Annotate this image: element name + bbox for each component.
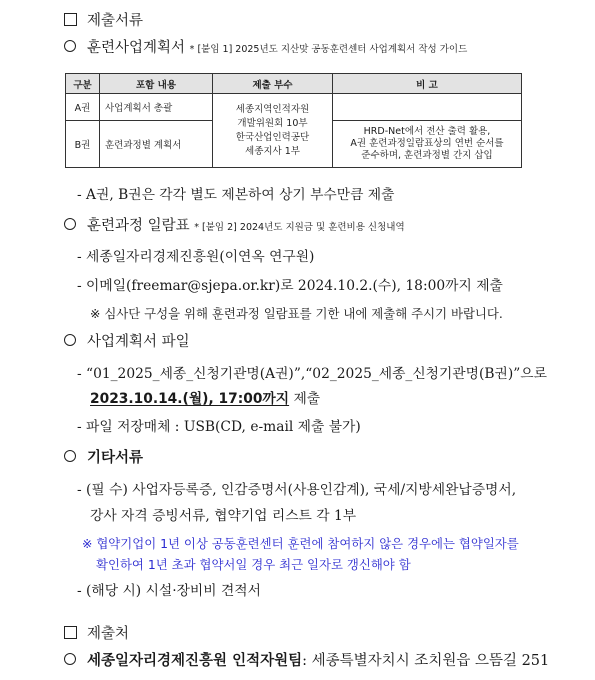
circle-bullet-icon (64, 40, 76, 52)
deadline-line: 2023.10.14.(월), 17:00까지 제출 (90, 391, 321, 407)
dash-item: - “01_2025_세종_신청기관명(A권)”,“02_2025_세종_신청기관명(B권)”으로 (77, 366, 547, 382)
dash-item: - 세종일자리경제진흥원(이연옥 연구원) (77, 249, 315, 265)
col-header: 비 고 (333, 74, 522, 94)
copies-cell: 세종지역인적자원 개발위원회 10부 한국산업인력공단 세종지사 1부 (213, 94, 333, 168)
circle-bullet-icon (64, 450, 76, 462)
submission-table (65, 73, 522, 168)
dash-item: - (해당 시) 시설·장비비 견적서 (77, 583, 261, 599)
checkbox-square-icon (64, 13, 77, 26)
dash-item: - (필 수) 사업자등록증, 인감증명서(사용인감계), 국세/지방세완납증명서, (77, 482, 517, 498)
circle-bullet-icon (64, 218, 76, 230)
table-cell: B권 (66, 121, 100, 168)
item-other-docs: 기타서류 (64, 450, 143, 466)
circle-bullet-icon (64, 653, 76, 665)
destination-line (64, 653, 549, 669)
notice-text: ※ 심사단 구성을 위해 훈련과정 일람표를 기한 내에 제출해 주시기 바랍니다. (90, 306, 503, 321)
item-plan-file: 사업계획서 파일 (64, 334, 190, 350)
col-header: 포함 내용 (100, 74, 213, 94)
dash-item-cont: 강사 자격 증빙서류, 협약기업 리스트 각 1부 (90, 508, 357, 524)
destination-name: 세종일자리경제진흥원 인적자원팀 (87, 653, 303, 669)
deadline-date: 2023.10.14.(월), 17:00까지 (90, 391, 290, 407)
table-cell (333, 94, 522, 121)
dash-item: - A권, B권은 각각 별도 제본하여 상기 부수만큼 제출 (77, 187, 395, 203)
table-cell: 사업계획서 총괄 (100, 94, 213, 121)
notice-text-cont: 확인하여 1년 초과 협약서일 경우 최근 일자로 갱신해야 함 (96, 557, 411, 572)
dash-item: - 파일 저장매체 : USB(CD, e-mail 제출 불가) (77, 419, 361, 435)
col-header: 제출 부수 (213, 74, 333, 94)
table-cell: A권 (66, 94, 100, 121)
destination-address: : 세종특별자치시 조치원읍 으뜸길 251 (302, 653, 550, 669)
col-header: 구분 (66, 74, 100, 94)
section-heading-documents: 제출서류 (64, 13, 143, 29)
table-cell: 훈련과정별 계획서 (100, 121, 213, 168)
dash-item: - 이메일(freemar@sjepa.or.kr)로 2024.10.2.(수), 18:00까지 제출 (77, 278, 503, 294)
remark-cell: HRD-Net에서 전산 출력 활용, A권 훈련과정일람표상의 연번 순서를 준수하며, 훈련과정별 간지 삽입 (333, 121, 522, 168)
item-training-plan: 훈련사업계획서 * [붙임 1] 2025년도 지산맞 공동훈련센터 사업계획서 작성 가이드 (64, 40, 467, 56)
section-heading-destination: 제출처 (64, 626, 129, 642)
reference-note: * [붙임 1] 2025년도 지산맞 공동훈련센터 사업계획서 작성 가이드 (189, 44, 468, 55)
item-course-list: 훈련과정 일람표 * [붙임 2] 2024년도 지원금 및 훈련비용 신청내역 (64, 218, 405, 234)
notice-text: ※ 협약기업이 1년 이상 공동훈련센터 훈련에 참여하지 않은 경우에는 협약일자를 (82, 536, 519, 551)
circle-bullet-icon (64, 334, 76, 346)
reference-note: * [붙임 2] 2024년도 지원금 및 훈련비용 신청내역 (194, 222, 405, 233)
checkbox-square-icon (64, 626, 77, 639)
